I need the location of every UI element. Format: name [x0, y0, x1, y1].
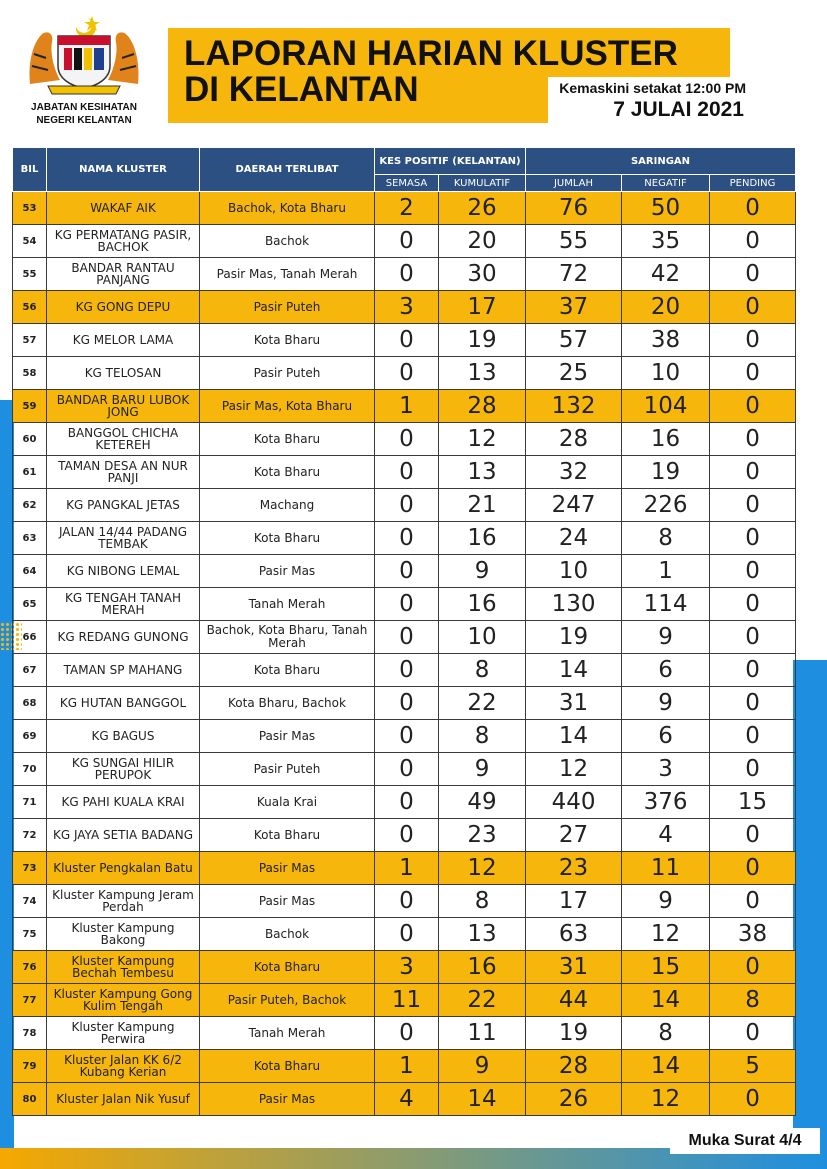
cell-daerah: Pasir Mas: [200, 555, 375, 588]
table-row: [13, 390, 796, 423]
right-blue-band: [793, 660, 827, 1169]
cell-negatif: 8: [622, 1017, 710, 1050]
cell-semasa: 0: [375, 687, 439, 720]
cell-nama-kluster: KG MELOR LAMA: [47, 324, 200, 357]
cell-nama-kluster: JALAN 14/44 PADANG TEMBAK: [47, 522, 200, 555]
cell-bil: 56: [13, 291, 47, 324]
cell-semasa: 0: [375, 357, 439, 390]
cell-pending: 0: [710, 357, 796, 390]
cell-nama-kluster: KG NIBONG LEMAL: [47, 555, 200, 588]
cell-bil: 80: [13, 1083, 47, 1116]
cell-daerah: Kota Bharu: [200, 456, 375, 489]
cell-nama-kluster: Kluster Kampung Gong Kulim Tengah: [47, 984, 200, 1017]
cell-kumulatif: 9: [439, 1050, 526, 1083]
cell-negatif: 114: [622, 588, 710, 621]
cell-kumulatif: 21: [439, 489, 526, 522]
cell-semasa: 0: [375, 753, 439, 786]
cell-pending: 0: [710, 324, 796, 357]
cell-jumlah: 19: [526, 621, 622, 654]
cell-daerah: Pasir Puteh: [200, 753, 375, 786]
cell-semasa: 0: [375, 918, 439, 951]
cell-bil: 54: [13, 225, 47, 258]
cell-bil: 65: [13, 588, 47, 621]
table-row: [13, 357, 796, 390]
cell-jumlah: 55: [526, 225, 622, 258]
cell-kumulatif: 8: [439, 654, 526, 687]
cell-kumulatif: 49: [439, 786, 526, 819]
cell-bil: 74: [13, 885, 47, 918]
table-row: [13, 1017, 796, 1050]
cell-daerah: Machang: [200, 489, 375, 522]
cell-nama-kluster: Kluster Kampung Perwira: [47, 1017, 200, 1050]
cell-kumulatif: 10: [439, 621, 526, 654]
cell-semasa: 3: [375, 291, 439, 324]
cell-negatif: 4: [622, 819, 710, 852]
cell-pending: 0: [710, 753, 796, 786]
cell-nama-kluster: KG BAGUS: [47, 720, 200, 753]
table-row: [13, 918, 796, 951]
cell-jumlah: 130: [526, 588, 622, 621]
cell-kumulatif: 16: [439, 588, 526, 621]
cell-bil: 61: [13, 456, 47, 489]
cell-daerah: Bachok, Kota Bharu, Tanah Merah: [200, 621, 375, 654]
cell-kumulatif: 16: [439, 522, 526, 555]
cell-pending: 0: [710, 456, 796, 489]
cell-pending: 0: [710, 819, 796, 852]
cell-jumlah: 26: [526, 1083, 622, 1116]
cell-jumlah: 10: [526, 555, 622, 588]
cell-nama-kluster: Kluster Kampung Bakong: [47, 918, 200, 951]
cell-nama-kluster: BANDAR RANTAU PANJANG: [47, 258, 200, 291]
cell-bil: 55: [13, 258, 47, 291]
cell-semasa: 0: [375, 819, 439, 852]
header-semasa: SEMASA: [375, 175, 439, 192]
cell-jumlah: 247: [526, 489, 622, 522]
cell-nama-kluster: Kluster Kampung Bechah Tembesu: [47, 951, 200, 984]
cell-negatif: 38: [622, 324, 710, 357]
cell-semasa: 4: [375, 1083, 439, 1116]
cell-daerah: Kota Bharu: [200, 1050, 375, 1083]
cell-bil: 70: [13, 753, 47, 786]
agency-name-line1: JABATAN KESIHATAN: [31, 102, 137, 113]
cell-jumlah: 28: [526, 423, 622, 456]
cell-jumlah: 37: [526, 291, 622, 324]
cell-bil: 72: [13, 819, 47, 852]
cell-negatif: 14: [622, 1050, 710, 1083]
cell-bil: 64: [13, 555, 47, 588]
cell-daerah: Pasir Mas: [200, 885, 375, 918]
cell-kumulatif: 8: [439, 720, 526, 753]
cell-daerah: Pasir Mas: [200, 852, 375, 885]
cell-jumlah: 14: [526, 720, 622, 753]
cell-pending: 0: [710, 291, 796, 324]
cell-jumlah: 28: [526, 1050, 622, 1083]
cell-pending: 0: [710, 687, 796, 720]
cell-nama-kluster: Kluster Jalan Nik Yusuf: [47, 1083, 200, 1116]
cell-nama-kluster: KG TENGAH TANAH MERAH: [47, 588, 200, 621]
cell-jumlah: 12: [526, 753, 622, 786]
cell-semasa: 0: [375, 225, 439, 258]
cell-nama-kluster: KG PANGKAL JETAS: [47, 489, 200, 522]
cell-kumulatif: 13: [439, 456, 526, 489]
cell-pending: 0: [710, 588, 796, 621]
cell-bil: 58: [13, 357, 47, 390]
cell-bil: 63: [13, 522, 47, 555]
cell-kumulatif: 17: [439, 291, 526, 324]
cell-jumlah: 14: [526, 654, 622, 687]
cell-kumulatif: 9: [439, 555, 526, 588]
cell-nama-kluster: BANGGOL CHICHA KETEREH: [47, 423, 200, 456]
header-kumulatif: KUMULATIF: [439, 175, 526, 192]
cell-nama-kluster: BANDAR BARU LUBOK JONG: [47, 390, 200, 423]
cell-semasa: 2: [375, 192, 439, 225]
agency-name-line2: NEGERI KELANTAN: [36, 115, 132, 126]
cell-semasa: 0: [375, 720, 439, 753]
cell-daerah: Tanah Merah: [200, 1017, 375, 1050]
cell-daerah: Pasir Mas: [200, 1083, 375, 1116]
cell-nama-kluster: Kluster Pengkalan Batu: [47, 852, 200, 885]
cell-daerah: Tanah Merah: [200, 588, 375, 621]
cell-bil: 57: [13, 324, 47, 357]
cell-negatif: 6: [622, 654, 710, 687]
table-row: [13, 522, 796, 555]
page-title-line2: DI KELANTAN: [184, 70, 419, 109]
table-row: [13, 753, 796, 786]
table-row: [13, 1083, 796, 1116]
cell-bil: 53: [13, 192, 47, 225]
cell-pending: 0: [710, 225, 796, 258]
cell-bil: 69: [13, 720, 47, 753]
cell-kumulatif: 14: [439, 1083, 526, 1116]
cell-semasa: 0: [375, 489, 439, 522]
cell-bil: 60: [13, 423, 47, 456]
cell-bil: 66: [13, 621, 47, 654]
cell-semasa: 0: [375, 621, 439, 654]
cell-nama-kluster: KG PERMATANG PASIR, BACHOK: [47, 225, 200, 258]
cell-kumulatif: 30: [439, 258, 526, 291]
cell-semasa: 0: [375, 654, 439, 687]
cell-negatif: 12: [622, 918, 710, 951]
cell-negatif: 15: [622, 951, 710, 984]
cell-negatif: 9: [622, 885, 710, 918]
cell-bil: 77: [13, 984, 47, 1017]
cell-daerah: Pasir Mas, Kota Bharu: [200, 390, 375, 423]
cell-nama-kluster: TAMAN DESA AN NUR PANJI: [47, 456, 200, 489]
table-row: [13, 951, 796, 984]
cell-kumulatif: 26: [439, 192, 526, 225]
cell-daerah: Bachok: [200, 225, 375, 258]
cell-pending: 0: [710, 654, 796, 687]
cell-semasa: 0: [375, 522, 439, 555]
cell-semasa: 0: [375, 258, 439, 291]
cell-negatif: 376: [622, 786, 710, 819]
cell-jumlah: 19: [526, 1017, 622, 1050]
header-kes-positif: KES POSITIF (KELANTAN): [375, 148, 526, 175]
cell-kumulatif: 16: [439, 951, 526, 984]
cell-jumlah: 25: [526, 357, 622, 390]
page-title-line1: LAPORAN HARIAN KLUSTER: [184, 34, 678, 73]
cell-semasa: 0: [375, 423, 439, 456]
cell-pending: 0: [710, 720, 796, 753]
table-row: [13, 324, 796, 357]
page-number: Muka Surat 4/4: [670, 1128, 820, 1154]
cell-pending: 0: [710, 1083, 796, 1116]
cell-pending: 0: [710, 885, 796, 918]
cell-semasa: 0: [375, 588, 439, 621]
cell-nama-kluster: KG SUNGAI HILIR PERUPOK: [47, 753, 200, 786]
cell-pending: 0: [710, 192, 796, 225]
cell-nama-kluster: TAMAN SP MAHANG: [47, 654, 200, 687]
table-row: [13, 588, 796, 621]
cell-negatif: 19: [622, 456, 710, 489]
update-date: 7 JULAI 2021: [613, 98, 744, 121]
cell-daerah: Bachok: [200, 918, 375, 951]
cell-bil: 78: [13, 1017, 47, 1050]
table-row: [13, 456, 796, 489]
cell-jumlah: 31: [526, 687, 622, 720]
cell-pending: 0: [710, 522, 796, 555]
cell-semasa: 0: [375, 885, 439, 918]
cell-jumlah: 63: [526, 918, 622, 951]
cluster-table: [12, 147, 796, 1116]
cell-bil: 73: [13, 852, 47, 885]
cell-pending: 38: [710, 918, 796, 951]
cell-jumlah: 72: [526, 258, 622, 291]
cell-negatif: 9: [622, 687, 710, 720]
cell-kumulatif: 9: [439, 753, 526, 786]
cell-pending: 15: [710, 786, 796, 819]
cell-negatif: 12: [622, 1083, 710, 1116]
cell-jumlah: 44: [526, 984, 622, 1017]
cell-daerah: Kota Bharu: [200, 324, 375, 357]
cell-negatif: 16: [622, 423, 710, 456]
cell-jumlah: 32: [526, 456, 622, 489]
table-row: [13, 984, 796, 1017]
cell-bil: 67: [13, 654, 47, 687]
cell-daerah: Kota Bharu: [200, 522, 375, 555]
table-row: [13, 654, 796, 687]
table-row: [13, 555, 796, 588]
header-jumlah: JUMLAH: [526, 175, 622, 192]
cell-nama-kluster: KG PAHI KUALA KRAI: [47, 786, 200, 819]
header-bil: BIL: [13, 148, 47, 192]
cell-negatif: 6: [622, 720, 710, 753]
cell-negatif: 42: [622, 258, 710, 291]
cell-bil: 75: [13, 918, 47, 951]
cell-kumulatif: 11: [439, 1017, 526, 1050]
cell-semasa: 3: [375, 951, 439, 984]
header-saringan: SARINGAN: [526, 148, 796, 175]
cell-nama-kluster: KG HUTAN BANGGOL: [47, 687, 200, 720]
cell-daerah: Pasir Puteh: [200, 357, 375, 390]
cell-negatif: 1: [622, 555, 710, 588]
cell-negatif: 11: [622, 852, 710, 885]
cell-kumulatif: 28: [439, 390, 526, 423]
cell-kumulatif: 12: [439, 423, 526, 456]
cell-nama-kluster: KG JAYA SETIA BADANG: [47, 819, 200, 852]
table-row: [13, 258, 796, 291]
cell-kumulatif: 8: [439, 885, 526, 918]
table-body: [13, 192, 796, 1116]
cell-nama-kluster: Kluster Jalan KK 6/2 Kubang Kerian: [47, 1050, 200, 1083]
table-row: [13, 687, 796, 720]
cell-negatif: 50: [622, 192, 710, 225]
cell-bil: 76: [13, 951, 47, 984]
cell-negatif: 3: [622, 753, 710, 786]
cell-semasa: 1: [375, 390, 439, 423]
cell-kumulatif: 22: [439, 984, 526, 1017]
cell-daerah: Kota Bharu: [200, 819, 375, 852]
table-row: [13, 786, 796, 819]
table-row: [13, 423, 796, 456]
cell-nama-kluster: WAKAF AIK: [47, 192, 200, 225]
cell-kumulatif: 20: [439, 225, 526, 258]
table-row: [13, 885, 796, 918]
cell-semasa: 0: [375, 555, 439, 588]
cell-bil: 68: [13, 687, 47, 720]
header-negatif: NEGATIF: [622, 175, 710, 192]
cell-jumlah: 76: [526, 192, 622, 225]
table-row: [13, 225, 796, 258]
table-row: [13, 852, 796, 885]
cell-semasa: 1: [375, 1050, 439, 1083]
cell-pending: 5: [710, 1050, 796, 1083]
table-row: [13, 291, 796, 324]
cell-jumlah: 57: [526, 324, 622, 357]
cell-nama-kluster: Kluster Kampung Jeram Perdah: [47, 885, 200, 918]
cell-pending: 0: [710, 390, 796, 423]
cell-pending: 0: [710, 489, 796, 522]
cell-negatif: 9: [622, 621, 710, 654]
cell-jumlah: 31: [526, 951, 622, 984]
cell-kumulatif: 23: [439, 819, 526, 852]
table-row: [13, 489, 796, 522]
table-header-row: [13, 148, 796, 175]
cell-nama-kluster: KG REDANG GUNONG: [47, 621, 200, 654]
cell-jumlah: 132: [526, 390, 622, 423]
cell-negatif: 226: [622, 489, 710, 522]
cell-pending: 0: [710, 1017, 796, 1050]
cell-semasa: 0: [375, 324, 439, 357]
cell-bil: 59: [13, 390, 47, 423]
cell-daerah: Kota Bharu, Bachok: [200, 687, 375, 720]
cell-semasa: 0: [375, 456, 439, 489]
cell-daerah: Pasir Puteh: [200, 291, 375, 324]
table-row: [13, 192, 796, 225]
cell-daerah: Pasir Mas, Tanah Merah: [200, 258, 375, 291]
cell-bil: 62: [13, 489, 47, 522]
cell-pending: 0: [710, 621, 796, 654]
header-nama-kluster: NAMA KLUSTER: [47, 148, 200, 192]
cell-jumlah: 27: [526, 819, 622, 852]
cell-daerah: Pasir Puteh, Bachok: [200, 984, 375, 1017]
cell-nama-kluster: KG TELOSAN: [47, 357, 200, 390]
cell-pending: 8: [710, 984, 796, 1017]
cell-negatif: 104: [622, 390, 710, 423]
cell-negatif: 35: [622, 225, 710, 258]
table-row: [13, 1050, 796, 1083]
cell-negatif: 8: [622, 522, 710, 555]
cell-semasa: 0: [375, 1017, 439, 1050]
cell-daerah: Pasir Mas: [200, 720, 375, 753]
cell-kumulatif: 13: [439, 357, 526, 390]
cell-jumlah: 24: [526, 522, 622, 555]
cell-jumlah: 17: [526, 885, 622, 918]
cell-daerah: Kota Bharu: [200, 951, 375, 984]
cell-negatif: 20: [622, 291, 710, 324]
cell-kumulatif: 12: [439, 852, 526, 885]
cell-negatif: 10: [622, 357, 710, 390]
cell-daerah: Kuala Krai: [200, 786, 375, 819]
cell-kumulatif: 22: [439, 687, 526, 720]
cell-nama-kluster: KG GONG DEPU: [47, 291, 200, 324]
cell-daerah: Kota Bharu: [200, 654, 375, 687]
cell-semasa: 1: [375, 852, 439, 885]
coat-of-arms-icon: [24, 14, 144, 98]
header-pending: PENDING: [710, 175, 796, 192]
cell-negatif: 14: [622, 984, 710, 1017]
cell-pending: 0: [710, 852, 796, 885]
cell-daerah: Kota Bharu: [200, 423, 375, 456]
cell-pending: 0: [710, 258, 796, 291]
cell-kumulatif: 19: [439, 324, 526, 357]
cell-pending: 0: [710, 951, 796, 984]
cell-semasa: 11: [375, 984, 439, 1017]
update-label: Kemaskini setakat 12:00 PM: [559, 80, 746, 96]
cell-kumulatif: 13: [439, 918, 526, 951]
cell-pending: 0: [710, 423, 796, 456]
header-daerah-terlibat: DAERAH TERLIBAT: [200, 148, 375, 192]
table-row: [13, 621, 796, 654]
cell-bil: 79: [13, 1050, 47, 1083]
cell-bil: 71: [13, 786, 47, 819]
cell-pending: 0: [710, 555, 796, 588]
agency-name: [4, 101, 164, 127]
cell-jumlah: 440: [526, 786, 622, 819]
table-row: [13, 720, 796, 753]
cell-daerah: Bachok, Kota Bharu: [200, 192, 375, 225]
cell-semasa: 0: [375, 786, 439, 819]
cell-jumlah: 23: [526, 852, 622, 885]
table-row: [13, 819, 796, 852]
